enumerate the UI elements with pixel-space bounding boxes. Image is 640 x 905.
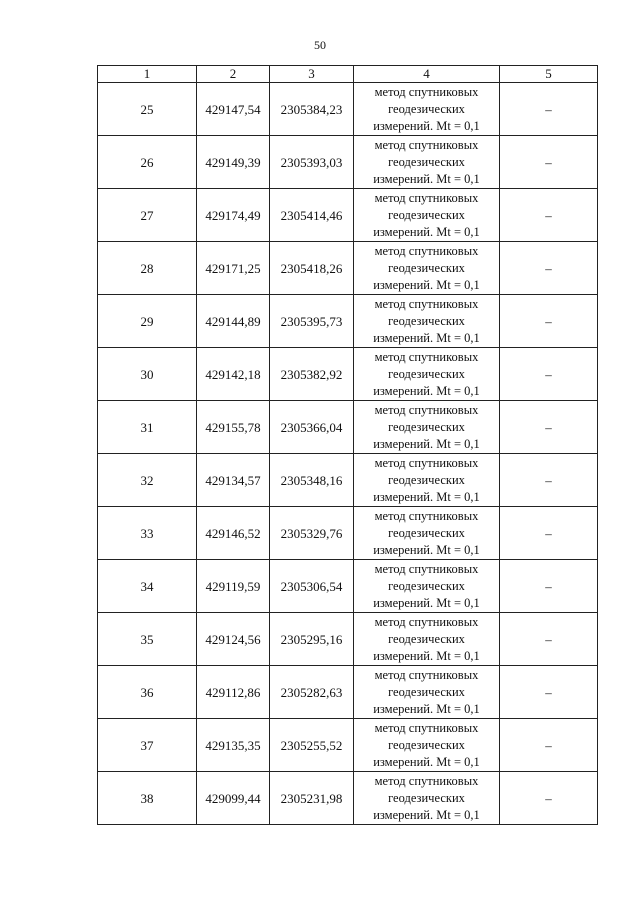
column-5-cell: – [500, 242, 598, 295]
header-col-4: 4 [354, 66, 500, 83]
method-cell [354, 136, 500, 189]
method-line-2: геодезических [388, 207, 465, 222]
y-coordinate-cell: 2305295,16 [270, 613, 354, 666]
method-line-2: геодезических [388, 154, 465, 169]
method-line-1: метод спутниковых [374, 667, 479, 682]
y-coordinate-cell: 2305348,16 [270, 454, 354, 507]
y-coordinate-cell: 2305382,92 [270, 348, 354, 401]
y-coordinate-cell: 2305231,98 [270, 772, 354, 825]
method-cell [354, 242, 500, 295]
header-col-2: 2 [197, 66, 270, 83]
x-coordinate-cell: 429124,56 [197, 613, 270, 666]
method-line-3: измерений. Mt = 0,1 [373, 224, 480, 239]
column-5-cell: – [500, 454, 598, 507]
point-number-cell: 26 [98, 136, 197, 189]
y-coordinate-cell: 2305395,73 [270, 295, 354, 348]
table-row [98, 401, 598, 454]
y-coordinate-cell: 2305282,63 [270, 666, 354, 719]
y-coordinate-cell: 2305329,76 [270, 507, 354, 560]
point-number-cell: 36 [98, 666, 197, 719]
y-coordinate-cell: 2305255,52 [270, 719, 354, 772]
column-5-cell: – [500, 83, 598, 136]
method-cell [354, 560, 500, 613]
table-row [98, 136, 598, 189]
column-5-cell: – [500, 295, 598, 348]
method-cell [354, 83, 500, 136]
method-line-2: геодезических [388, 419, 465, 434]
method-line-1: метод спутниковых [374, 455, 479, 470]
method-line-3: измерений. Mt = 0,1 [373, 171, 480, 186]
point-number-cell: 29 [98, 295, 197, 348]
x-coordinate-cell: 429119,59 [197, 560, 270, 613]
point-number-cell: 28 [98, 242, 197, 295]
method-cell [354, 613, 500, 666]
column-5-cell: – [500, 666, 598, 719]
method-line-1: метод спутниковых [374, 349, 479, 364]
point-number-cell: 37 [98, 719, 197, 772]
method-cell [354, 189, 500, 242]
method-line-1: метод спутниковых [374, 402, 479, 417]
x-coordinate-cell: 429135,35 [197, 719, 270, 772]
x-coordinate-cell: 429142,18 [197, 348, 270, 401]
point-number-cell: 35 [98, 613, 197, 666]
method-line-1: метод спутниковых [374, 296, 479, 311]
column-5-cell: – [500, 719, 598, 772]
method-line-2: геодезических [388, 578, 465, 593]
point-number-cell: 32 [98, 454, 197, 507]
table-row [98, 295, 598, 348]
method-line-1: метод спутниковых [374, 508, 479, 523]
coordinates-table [97, 65, 598, 825]
point-number-cell: 27 [98, 189, 197, 242]
method-cell [354, 401, 500, 454]
method-cell [354, 295, 500, 348]
column-5-cell: – [500, 189, 598, 242]
page-number: 50 [314, 38, 326, 52]
x-coordinate-cell: 429147,54 [197, 83, 270, 136]
table-body [98, 83, 598, 825]
column-5-cell: – [500, 136, 598, 189]
method-line-3: измерений. Mt = 0,1 [373, 807, 480, 822]
method-line-2: геодезических [388, 366, 465, 381]
method-line-3: измерений. Mt = 0,1 [373, 277, 480, 292]
method-line-1: метод спутниковых [374, 84, 479, 99]
method-line-2: геодезических [388, 101, 465, 116]
table-row [98, 507, 598, 560]
point-number-cell: 25 [98, 83, 197, 136]
column-5-cell: – [500, 772, 598, 825]
header-col-5: 5 [500, 66, 598, 83]
method-line-3: измерений. Mt = 0,1 [373, 542, 480, 557]
method-line-2: геодезических [388, 737, 465, 752]
method-line-3: измерений. Mt = 0,1 [373, 701, 480, 716]
table-header-row [98, 66, 598, 83]
x-coordinate-cell: 429155,78 [197, 401, 270, 454]
y-coordinate-cell: 2305393,03 [270, 136, 354, 189]
y-coordinate-cell: 2305384,23 [270, 83, 354, 136]
method-line-1: метод спутниковых [374, 190, 479, 205]
method-line-1: метод спутниковых [374, 243, 479, 258]
method-cell [354, 454, 500, 507]
y-coordinate-cell: 2305414,46 [270, 189, 354, 242]
table-row [98, 348, 598, 401]
column-5-cell: – [500, 560, 598, 613]
column-5-cell: – [500, 507, 598, 560]
method-line-3: измерений. Mt = 0,1 [373, 118, 480, 133]
method-line-2: геодезических [388, 313, 465, 328]
method-line-1: метод спутниковых [374, 137, 479, 152]
column-5-cell: – [500, 401, 598, 454]
table-row [98, 242, 598, 295]
y-coordinate-cell: 2305366,04 [270, 401, 354, 454]
method-line-3: измерений. Mt = 0,1 [373, 648, 480, 663]
table-row [98, 189, 598, 242]
method-line-2: геодезических [388, 684, 465, 699]
point-number-cell: 33 [98, 507, 197, 560]
x-coordinate-cell: 429099,44 [197, 772, 270, 825]
method-line-2: геодезических [388, 631, 465, 646]
method-line-1: метод спутниковых [374, 614, 479, 629]
method-line-2: геодезических [388, 260, 465, 275]
method-cell [354, 348, 500, 401]
column-5-cell: – [500, 348, 598, 401]
method-line-3: измерений. Mt = 0,1 [373, 754, 480, 769]
table-row [98, 83, 598, 136]
table-row [98, 719, 598, 772]
method-line-2: геодезических [388, 790, 465, 805]
method-cell [354, 719, 500, 772]
y-coordinate-cell: 2305306,54 [270, 560, 354, 613]
x-coordinate-cell: 429149,39 [197, 136, 270, 189]
method-line-1: метод спутниковых [374, 561, 479, 576]
method-cell [354, 666, 500, 719]
table-row [98, 560, 598, 613]
x-coordinate-cell: 429134,57 [197, 454, 270, 507]
method-line-3: измерений. Mt = 0,1 [373, 489, 480, 504]
method-cell [354, 772, 500, 825]
method-cell [354, 507, 500, 560]
table-row [98, 666, 598, 719]
method-line-1: метод спутниковых [374, 773, 479, 788]
table-row [98, 613, 598, 666]
method-line-3: измерений. Mt = 0,1 [373, 330, 480, 345]
method-line-2: геодезических [388, 525, 465, 540]
table-row [98, 454, 598, 507]
method-line-2: геодезических [388, 472, 465, 487]
x-coordinate-cell: 429174,49 [197, 189, 270, 242]
method-line-3: измерений. Mt = 0,1 [373, 595, 480, 610]
x-coordinate-cell: 429112,86 [197, 666, 270, 719]
point-number-cell: 34 [98, 560, 197, 613]
point-number-cell: 38 [98, 772, 197, 825]
point-number-cell: 30 [98, 348, 197, 401]
point-number-cell: 31 [98, 401, 197, 454]
table-row [98, 772, 598, 825]
method-line-3: измерений. Mt = 0,1 [373, 383, 480, 398]
x-coordinate-cell: 429144,89 [197, 295, 270, 348]
column-5-cell: – [500, 613, 598, 666]
header-col-1: 1 [98, 66, 197, 83]
x-coordinate-cell: 429171,25 [197, 242, 270, 295]
x-coordinate-cell: 429146,52 [197, 507, 270, 560]
header-col-3: 3 [270, 66, 354, 83]
y-coordinate-cell: 2305418,26 [270, 242, 354, 295]
method-line-3: измерений. Mt = 0,1 [373, 436, 480, 451]
method-line-1: метод спутниковых [374, 720, 479, 735]
